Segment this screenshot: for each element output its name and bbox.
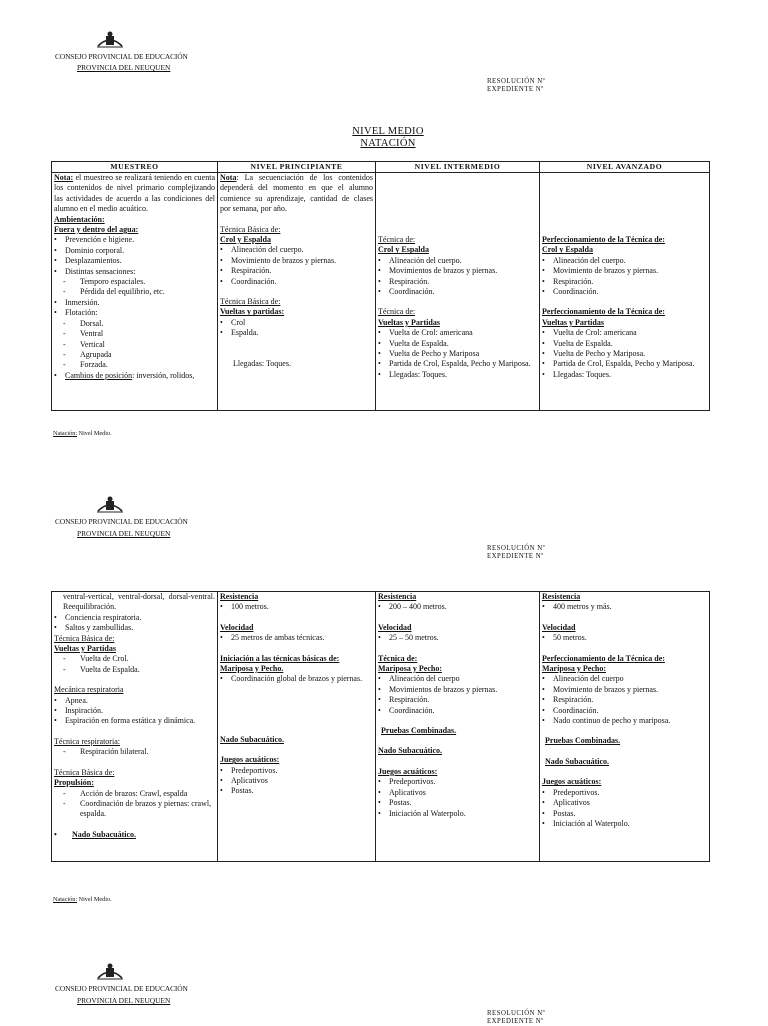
section-heading: Velocidad [542, 622, 576, 632]
section-heading: Vueltas y Partidas [542, 317, 604, 327]
bullet-list [54, 235, 215, 277]
bullet-list [542, 256, 707, 298]
list-item: • Aplicativos [378, 788, 537, 798]
list-item: • Respiración. [378, 277, 537, 287]
org-title: CONSEJO PROVINCIAL DE EDUCACIÓN [55, 52, 188, 61]
list-item: - Coordinación de brazos y piernas: crawl, espalda. [54, 799, 215, 820]
list-item: • Movimiento de brazos y piernas. [542, 685, 707, 695]
resolution-label: RESOLUCIÓN Nº [487, 1010, 546, 1017]
section-heading: Técnica Básica de: [54, 633, 115, 643]
list-item: - Pérdida del equilibrio, etc. [54, 287, 215, 297]
org-title: CONSEJO PROVINCIAL DE EDUCACIÓN [55, 517, 188, 526]
list-item: Llegadas: Toques. [233, 358, 291, 368]
section-heading: Técnica de: [378, 653, 418, 663]
list-item: - Dorsal. [54, 319, 215, 329]
bullet-list [220, 602, 373, 612]
list-item: • Saltos y zambullidas. [54, 623, 215, 633]
list-item: • Flotación: [54, 308, 215, 318]
bullet-list [54, 830, 215, 840]
avanzado-cell [540, 592, 710, 862]
list-item: - Vuelta de Crol. [54, 654, 215, 664]
page-footnote: Natación: Nivel Medio. [53, 430, 112, 437]
list-item: • Conciencia respiratoria. [54, 613, 215, 623]
list-item: • Coordinación. [542, 287, 707, 297]
bullet-list [54, 696, 215, 727]
list-item: • Partida de Crol, Espalda, Pecho y Mariposa. [542, 359, 707, 369]
bullet-list [220, 633, 373, 643]
note-paragraph: Nota: el muestreo se realizará teniendo en cuenta los contenidos de nivel primario complejizando las actividades de acuerdo a las condiciones del alumno en el medio acuático. [54, 173, 215, 214]
list-item: • Prevención e higiene. [54, 235, 215, 245]
list-item: - Acción de brazos: Crawl, espalda [54, 789, 215, 799]
list-item: • Predeportivos. [378, 777, 537, 787]
bullet-list [54, 613, 215, 634]
content-table-2 [51, 591, 710, 862]
org-title: CONSEJO PROVINCIAL DE EDUCACIÓN [55, 984, 188, 993]
crest-icon [95, 30, 125, 50]
list-item: • Postas. [378, 798, 537, 808]
section-heading: Técnica de: [378, 307, 416, 317]
list-item: • Iniciación al Waterpolo. [378, 809, 537, 819]
list-item: • Alineación del cuerpo. [542, 256, 707, 266]
list-item: • Crol [220, 318, 373, 328]
list-item: • Movimiento de brazos y piernas. [542, 266, 707, 276]
list-item: • Vuelta de Pecho y Mariposa [378, 349, 537, 359]
list-item: • 100 metros. [220, 602, 373, 612]
list-item: • Nado Subacuático. [54, 830, 215, 840]
bullet-list [54, 371, 215, 381]
list-item: - Agrupada [54, 350, 215, 360]
resolution-label: RESOLUCIÓN Nº [487, 78, 546, 85]
list-item: - Vuelta de Espalda. [54, 665, 215, 675]
list-item: • Vuelta de Crol: americana [378, 328, 537, 338]
section-heading: Perfeccionamiento de la Técnica de: [542, 235, 665, 244]
list-item-continued: ventral-vertical, ventral-dorsal, dorsal-ventral. Reequilibración. [63, 592, 215, 612]
list-item: • Alineación del cuerpo [542, 674, 707, 684]
list-item: • Iniciación al Waterpolo. [542, 819, 707, 829]
bullet-list [220, 766, 373, 797]
list-item: • Vuelta de Espalda. [542, 339, 707, 349]
section-heading: Crol y Espalda [378, 245, 429, 255]
section-heading: Mariposa y Pecho. [220, 664, 284, 674]
section-heading: Perfeccionamiento de la Técnica de: [542, 653, 665, 663]
list-item: • Coordinación. [378, 287, 537, 297]
list-item: • Coordinación. [220, 277, 373, 287]
section-heading: Fuera y dentro del agua: [54, 225, 139, 235]
bullet-list [378, 256, 537, 298]
list-item: • Postas. [220, 786, 373, 796]
list-item: • Predeportivos. [220, 766, 373, 776]
section-heading: Pruebas Combinadas. [545, 736, 621, 746]
muestreo-cell [52, 173, 218, 411]
column-header-principiante: NIVEL PRINCIPIANTE [218, 162, 376, 173]
list-item: • Predeportivos. [542, 788, 707, 798]
list-item: • Llegadas: Toques. [542, 370, 707, 380]
list-item: - Forzada. [54, 360, 215, 370]
bullet-list [542, 602, 707, 612]
principiante-cell [218, 592, 376, 862]
section-heading: Perfeccionamiento de la Técnica de: [542, 307, 665, 317]
list-item: • Coordinación. [542, 706, 707, 716]
list-item: • Respiración. [378, 695, 537, 705]
list-item: • 400 metros y más. [542, 602, 707, 612]
section-heading: Iniciación a las técnicas básicas de: [220, 653, 340, 663]
bullet-list [220, 245, 373, 287]
dash-list [54, 277, 215, 298]
list-item: • Postas. [542, 809, 707, 819]
section-heading: Vueltas y Partidas [378, 317, 440, 327]
section-heading: Nado Subacuático. [220, 734, 285, 744]
section-heading: Ambientación: [54, 214, 105, 224]
avanzado-cell [540, 173, 710, 411]
bullet-list [542, 633, 707, 643]
dash-list [54, 319, 215, 371]
section-heading: Nado Subacuático. [545, 756, 610, 766]
section-heading: Vueltas y Partidas [54, 644, 116, 654]
section-heading: Pruebas Combinadas. [381, 726, 457, 736]
principiante-cell [218, 173, 376, 411]
section-heading: Mecánica respiratoria [54, 685, 124, 695]
bullet-list [220, 318, 373, 339]
dash-list [54, 654, 215, 675]
list-item: • Vuelta de Pecho y Mariposa. [542, 349, 707, 359]
org-subtitle: PROVINCIA DEL NEUQUEN [77, 996, 171, 1005]
title-line-1: NIVEL MEDIO [352, 126, 424, 137]
section-heading: Técnica Básica de: [220, 224, 281, 234]
list-item: • Cambios de posición: inversión, rolidos, [54, 371, 215, 381]
list-item: • Alineación del cuerpo. [220, 245, 373, 255]
section-heading: Técnica Básica de: [54, 767, 115, 777]
title-line-2: NATACIÓN [360, 138, 416, 149]
list-item: • Nado continuo de pecho y mariposa. [542, 716, 707, 726]
list-item: • Dominio corporal. [54, 246, 215, 256]
list-item: • Vuelta de Espalda. [378, 339, 537, 349]
bullet-list [378, 777, 537, 819]
section-heading: Propulsión: [54, 778, 94, 788]
content-table-1 [51, 161, 710, 411]
dash-list [54, 789, 215, 820]
list-item: • Alineación del cuerpo [378, 674, 537, 684]
list-item: • 25 metros de ambas técnicas. [220, 633, 373, 643]
expediente-label: EXPEDIENTE Nº [487, 1018, 544, 1025]
list-item: • Inspiración. [54, 706, 215, 716]
list-item: • Apnea. [54, 696, 215, 706]
section-heading: Velocidad [220, 622, 254, 632]
list-item: • Llegadas: Toques. [378, 370, 537, 380]
list-item: - Ventral [54, 329, 215, 339]
list-item: • Respiración. [542, 277, 707, 287]
section-heading: Nado Subacuático. [378, 746, 443, 756]
section-heading: Mariposa y Pecho: [542, 664, 606, 674]
note-paragraph: Nota: La secuenciación de los contenidos dependerá del momento en que el alumno comience su aprendizaje, cantidad de clases por semana, por año. [220, 173, 373, 214]
list-item: • Espiración en forma estática y dinámica. [54, 716, 215, 726]
list-item: • Aplicativos [220, 776, 373, 786]
bullet-list [378, 602, 537, 612]
org-subtitle: PROVINCIA DEL NEUQUEN [77, 529, 171, 538]
page-footnote: Natación: Nivel Medio. [53, 896, 112, 903]
bullet-list [542, 328, 707, 380]
org-subtitle: PROVINCIA DEL NEUQUEN [77, 63, 171, 72]
section-heading: Resistencia [542, 592, 581, 601]
section-heading: Crol y Espalda [220, 235, 271, 245]
list-item: • Coordinación global de brazos y piernas. [220, 674, 373, 684]
bullet-list [378, 674, 537, 716]
section-heading: Resistencia [220, 592, 259, 601]
list-item: • Aplicativos [542, 798, 707, 808]
list-item: • Distintas sensaciones: [54, 267, 215, 277]
list-item: • 50 metros. [542, 633, 707, 643]
bullet-list [378, 328, 537, 380]
list-item: • Respiración. [220, 266, 373, 276]
list-item: - Respiración bilateral. [54, 747, 215, 757]
list-item: • Espalda. [220, 328, 373, 338]
list-item: - Temporo espaciales. [54, 277, 215, 287]
section-heading: Técnica Básica de: [220, 297, 281, 307]
section-heading: Crol y Espalda [542, 245, 593, 255]
bullet-list [542, 788, 707, 830]
resolution-label: RESOLUCIÓN Nº [487, 545, 546, 552]
section-heading: Vueltas y partidas: [220, 307, 285, 317]
bullet-list [542, 674, 707, 726]
list-item: • Alineación del cuerpo. [378, 256, 537, 266]
dash-list [54, 747, 215, 757]
crest-icon [95, 495, 125, 515]
section-heading: Técnica respiratoria: [54, 736, 120, 746]
list-item: • Inmersión. [54, 298, 215, 308]
list-item: • Partida de Crol, Espalda, Pecho y Mariposa. [378, 359, 537, 369]
list-item: • 200 – 400 metros. [378, 602, 537, 612]
muestreo-cell [52, 592, 218, 862]
list-item: • Movimientos de brazos y piernas. [378, 685, 537, 695]
document-title [288, 126, 488, 150]
intermedio-cell [376, 592, 540, 862]
section-heading: Juegos acuáticos: [378, 766, 438, 776]
bullet-list [220, 674, 373, 684]
list-item: • Movimiento de brazos y piernas. [220, 256, 373, 266]
column-header-avanzado: NIVEL AVANZADO [540, 162, 710, 173]
section-heading: Juegos acuáticos: [542, 777, 602, 787]
intermedio-cell [376, 173, 540, 411]
crest-icon [95, 962, 125, 982]
expediente-label: EXPEDIENTE Nº [487, 553, 544, 560]
list-item: • Movimientos de brazos y piernas. [378, 266, 537, 276]
column-header-intermedio: NIVEL INTERMEDIO [376, 162, 540, 173]
section-heading: Técnica de: [378, 235, 416, 244]
list-item: • Respiración. [542, 695, 707, 705]
list-item: - Vertical [54, 340, 215, 350]
bullet-list [54, 298, 215, 319]
list-item: • Vuelta de Crol: americana [542, 328, 707, 338]
section-heading: Mariposa y Pecho: [378, 664, 442, 674]
section-heading: Resistencia [378, 592, 417, 601]
column-header-muestreo: MUESTREO [52, 162, 218, 173]
section-heading: Velocidad [378, 622, 412, 632]
list-item: • 25 – 50 metros. [378, 633, 537, 643]
section-heading: Juegos acuáticos: [220, 755, 280, 765]
list-item: • Coordinación. [378, 706, 537, 716]
expediente-label: EXPEDIENTE Nº [487, 86, 544, 93]
bullet-list [378, 633, 537, 643]
list-item: • Desplazamientos. [54, 256, 215, 266]
